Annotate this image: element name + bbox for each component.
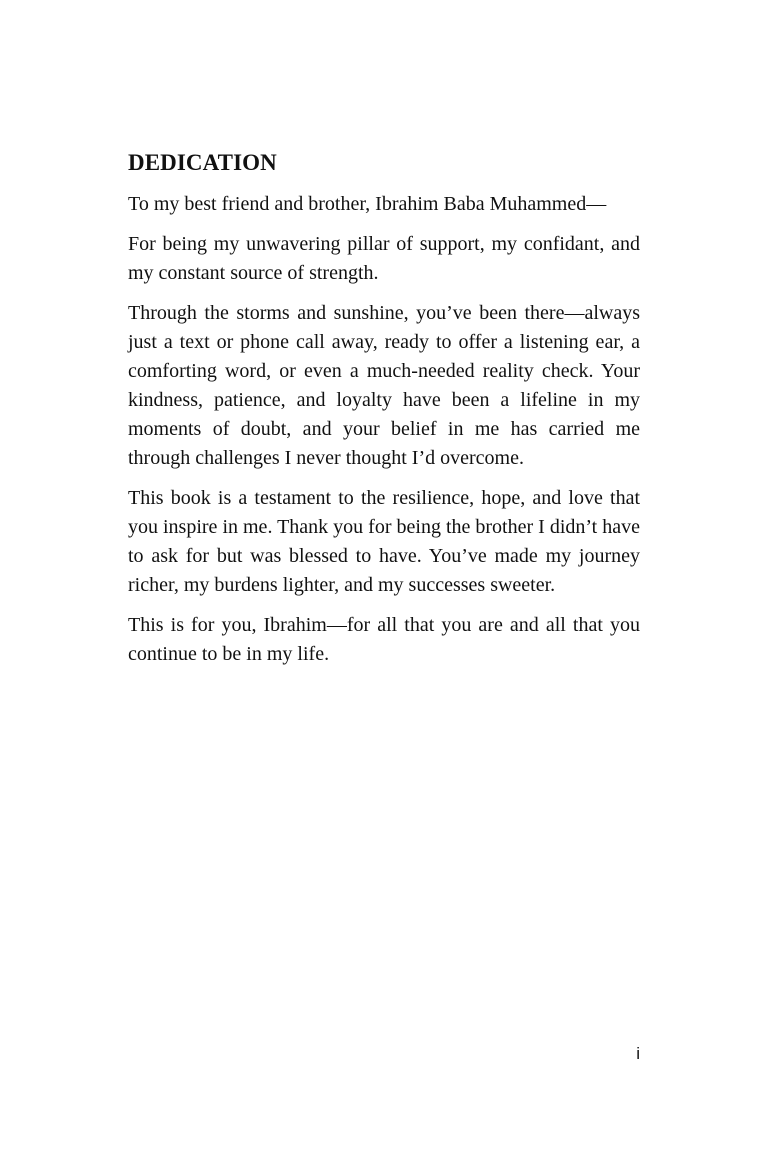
dedication-paragraph-2: For being my unwavering pillar of support, my confidant, and my constant source of strength.: [128, 233, 640, 284]
dedication-heading: DEDICATION: [128, 150, 277, 175]
dedication-paragraph-4: This book is a testament to the resilience, hope, and love that you inspire in me. Thank you for being the brother I didn’t have to ask for but was blessed to have. You’ve made my journey richer, my burdens lighter, and my successes sweeter.: [128, 487, 640, 596]
dedication-paragraph-5: This is for you, Ibrahim—for all that you are and all that you continue to be in my life.: [128, 614, 640, 665]
dedication-paragraph-1: To my best friend and brother, Ibrahim Baba Muhammed—: [128, 193, 607, 215]
page-number: i: [636, 1044, 640, 1063]
dedication-paragraph-3: Through the storms and sunshine, you’ve been there—always just a text or phone call away, ready to offer a listening ear, a comforting word, or even a much-needed reality check. Your kindness, patience, and loyalty have been a lifeline in my moments of doubt, and your belief in me has carried me through challenges I never thought I’d overcome.: [128, 302, 640, 469]
dedication-section: [128, 146, 640, 680]
